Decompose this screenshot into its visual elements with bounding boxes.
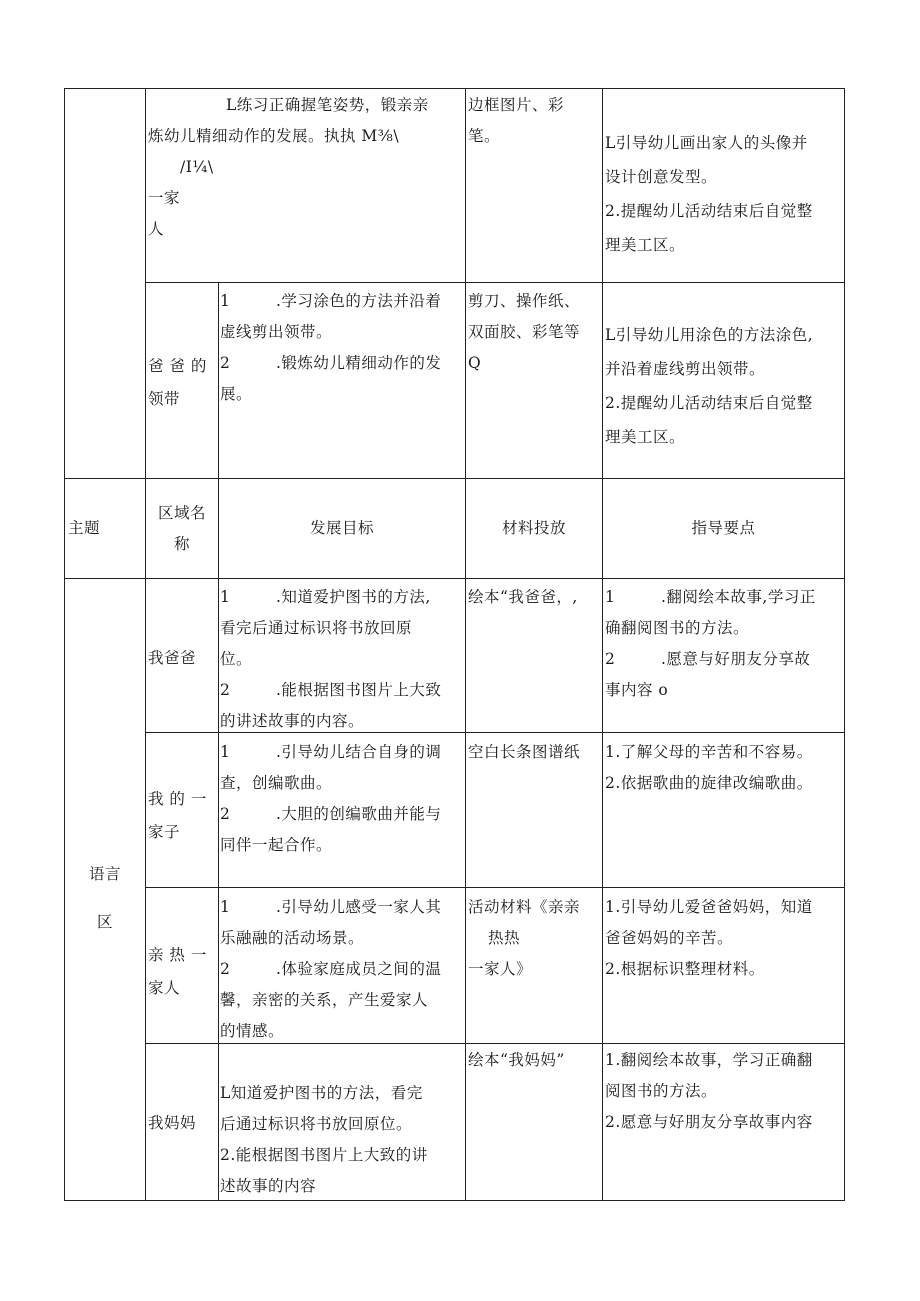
cell-line: 我 的 一	[148, 790, 207, 808]
cell-line: 一家人》	[468, 960, 533, 978]
cell-line: 2.提醒幼儿活动结束后自觉整	[605, 394, 813, 412]
guidance-cell	[605, 582, 843, 706]
material-cell	[468, 582, 600, 613]
cell-line: 馨，亲密的关系，产生爱家人	[220, 991, 429, 1009]
cell-line: 1 .学习涂色的方法并沿着	[220, 292, 442, 310]
cell-line: L引导幼儿用涂色的方法涂色,	[605, 326, 814, 344]
row-divider	[64, 578, 845, 579]
cell-line: 1 .引导幼儿感受一家人其	[220, 898, 442, 916]
cell-line: 炼幼儿精细动作的发展。执执 M⅜\	[148, 127, 400, 145]
cell-line: 指导要点	[691, 519, 756, 537]
cell-line: /I¼\	[180, 158, 214, 176]
cell-line: 绘本“我妈妈”	[468, 1051, 565, 1069]
header-theme	[68, 513, 144, 544]
cell-line: 的讲述故事的内容。	[220, 712, 365, 730]
material-cell	[468, 892, 600, 985]
cell-line: 热热	[488, 929, 521, 947]
column-divider	[465, 88, 466, 1201]
column-divider	[602, 88, 603, 1201]
area-name-cell	[148, 643, 218, 674]
cell-line: 事内容 o	[605, 681, 669, 699]
cell-line: 位。	[220, 650, 253, 668]
cell-line: 理美工区。	[605, 428, 686, 446]
material-cell	[468, 90, 600, 152]
cell-line: 2.能根据图书图片上大致的讲	[220, 1146, 428, 1164]
section-theme-cell	[65, 850, 145, 946]
cell-line: 1 .知道爱护图书的方法,	[220, 588, 431, 606]
area-name-cell	[148, 1108, 218, 1139]
cell-line: 理美工区。	[605, 236, 686, 254]
area-name-cell	[148, 939, 218, 1005]
row-divider	[145, 282, 845, 283]
merged-area-goal-cell	[148, 90, 464, 245]
cell-line: 2.依据歌曲的旋律改编歌曲。	[605, 774, 813, 792]
cell-line: 领带	[148, 390, 181, 408]
material-cell	[468, 1045, 600, 1076]
header-guidance	[603, 513, 844, 544]
cell-line: 亲 热 一	[148, 946, 207, 964]
cell-line: 我妈妈	[148, 1114, 197, 1132]
cell-line: 2.根据标识整理材料。	[605, 960, 765, 978]
cell-line: 同伴一起合作。	[220, 836, 333, 854]
cell-line: 的情感。	[220, 1022, 285, 1040]
cell-line: 边框图片、彩	[468, 96, 565, 114]
area-name-cell	[148, 350, 218, 416]
cell-line: 绘本“我爸爸，,	[468, 588, 578, 606]
guidance-cell	[605, 892, 843, 985]
material-cell	[468, 737, 600, 768]
cell-line: 2.提醒幼儿活动结束后自觉整	[605, 202, 813, 220]
cell-line: 家人	[148, 979, 181, 997]
cell-line: L练习正确握笔姿势，锻亲亲	[226, 96, 429, 114]
column-divider	[145, 88, 146, 1201]
cell-line: 2 .愿意与好朋友分享故	[605, 650, 811, 668]
cell-line: 发展目标	[309, 519, 374, 537]
goal-cell	[220, 892, 465, 1047]
cell-line: 后通过标识将书放回原位。	[220, 1115, 413, 1133]
guidance-cell	[605, 737, 843, 799]
cell-line: L知道爱护图书的方法，看完	[220, 1084, 423, 1102]
cell-line: 区域名	[157, 504, 206, 522]
cell-line: 爸 爸 的	[148, 357, 207, 375]
cell-line: 阅图书的方法。	[605, 1082, 718, 1100]
cell-line: 语言	[88, 865, 121, 883]
material-cell	[468, 286, 600, 379]
cell-line: 设计创意发型。	[605, 168, 718, 186]
cell-line: 2 .锻炼幼儿精细动作的发	[220, 354, 442, 372]
goal-cell	[220, 737, 465, 861]
cell-line: 1.翻阅绘本故事，学习正确翻	[605, 1051, 813, 1069]
cell-line: 称	[173, 535, 190, 553]
guidance-cell	[605, 1045, 843, 1138]
row-divider	[64, 478, 845, 479]
cell-line: 2.愿意与好朋友分享故事内容	[605, 1113, 813, 1131]
row-divider	[145, 887, 845, 888]
table-top-border	[64, 88, 845, 89]
guidance-cell	[605, 126, 843, 262]
cell-line: 材料投放	[501, 519, 566, 537]
cell-line: 空白长条图谱纸	[468, 743, 581, 761]
cell-line: 2 .能根据图书图片上大致	[220, 681, 442, 699]
table-right-border	[844, 88, 845, 1201]
cell-line: 乐融融的活动场景。	[220, 929, 365, 947]
goal-cell	[220, 582, 465, 737]
cell-line: 主题	[68, 519, 101, 537]
cell-line: 双面胶、彩笔等	[468, 323, 581, 341]
table-left-border	[64, 88, 65, 1201]
cell-line: 活动材料《亲亲	[468, 898, 581, 916]
header-area-name	[146, 498, 218, 560]
cell-line: 确翻阅图书的方法。	[605, 619, 750, 637]
area-name-cell	[148, 783, 218, 849]
cell-line: Q	[468, 354, 482, 372]
cell-line: 1 .引导幼儿结合自身的调	[220, 743, 442, 761]
goal-cell	[220, 286, 465, 410]
cell-line: 述故事的内容	[220, 1177, 317, 1195]
cell-line: 人	[148, 220, 165, 238]
goal-cell	[220, 1078, 465, 1202]
cell-line: 查，创编歌曲。	[220, 774, 333, 792]
cell-line: 1.引导幼儿爱爸爸妈妈，知道	[605, 898, 813, 916]
cell-line: 虚线剪出领带。	[220, 323, 333, 341]
cell-line: 看完后通过标识将书放回原	[220, 619, 413, 637]
cell-line: 区	[96, 913, 113, 931]
cell-line: 展。	[220, 385, 253, 403]
cell-line: 2 .大胆的创编歌曲并能与	[220, 805, 442, 823]
header-material	[466, 513, 602, 544]
guidance-cell	[605, 318, 843, 454]
column-divider	[218, 282, 219, 1201]
cell-line: L引导幼儿画出家人的头像并	[605, 134, 808, 152]
cell-line: 1 .翻阅绘本故事,学习正	[605, 588, 816, 606]
header-goal	[219, 513, 465, 544]
cell-line: 笔。	[468, 127, 501, 145]
cell-line: 2 .体验家庭成员之间的温	[220, 960, 442, 978]
cell-line: 爸爸妈妈的辛苦。	[605, 929, 734, 947]
cell-line: 一家	[148, 189, 181, 207]
cell-line: 我爸爸	[148, 649, 197, 667]
cell-line: 剪刀、操作纸、	[468, 292, 581, 310]
cell-line: 并沿着虚线剪出领带。	[605, 360, 766, 378]
cell-line: 家子	[148, 823, 181, 841]
cell-line: 1.了解父母的辛苦和不容易。	[605, 743, 813, 761]
